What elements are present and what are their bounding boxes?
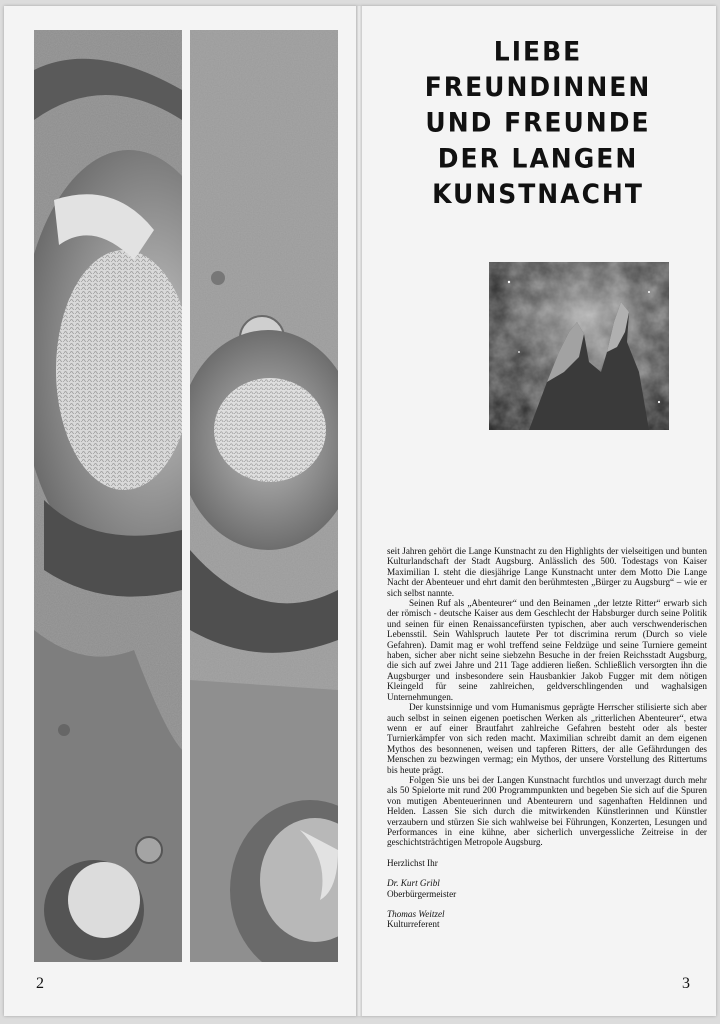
page-number-left: 2 <box>36 975 44 992</box>
paragraph: seit Jahren gehört die Lange Kunstnacht zu den Highlights der vielseitigen und bunten Kulturlandschaft der Stadt Augsburg. Anlässlich des 500. Todestags von Kaiser Maximilian I. steht die diesjährige Lange Kunstnacht unter dem Motto Die Lange Nacht der Abenteuer und ehrt damit den berühmtesten „Bürger zu Augsburg“ – wie er sich selbst nannte. <box>387 546 707 598</box>
greeting: Herzlichst Ihr <box>387 857 438 868</box>
title-line: LIEBE <box>493 35 583 67</box>
mars-crater-photo-left <box>34 30 182 962</box>
nebula-photo <box>489 262 669 430</box>
title-line: FREUNDINNEN <box>424 71 652 103</box>
paragraph: Seinen Ruf als „Abenteurer“ und den Beinamen „der letzte Ritter“ erwarb sich der römisch - deutsche Kaiser aus dem Geschlecht der Habsburger durch seine Politik und seinen für einen Renaissancefürsten typischen, aber auch verschwenderischen Lebensstil. Sein Wahlspruch lautete Per tot discrimina rerum (Durch so viele Gefahren). Damit mag er wohl treffend seine Feldzüge und seine Turniere gemeint haben, sicher aber nicht seine siebzehn Besuche in der freien Reichsstadt Augsburg, die sich auf zwei Jahre und 211 Tage addieren ließen. Schließlich versorgten ihn die Augsburger und insbesondere sein Hausbankier Jakob Fugger mit dem nötigen Kleingeld für seine zahlreichen, geldverschlingenden und waghalsigen Unternehmungen. <box>387 598 707 702</box>
title-line: UND FREUNDE <box>425 106 651 139</box>
page-number-right: 3 <box>682 975 690 992</box>
book-gutter <box>356 6 362 1016</box>
page-title <box>378 33 698 211</box>
signature-name: Dr. Kurt Gribl <box>387 878 440 889</box>
signature-name: Thomas Weitzel <box>387 909 445 919</box>
title-line: KUNSTNACHT <box>432 178 644 210</box>
signature-block-1 <box>387 878 707 899</box>
signature-role: Kulturreferent <box>387 919 440 930</box>
paragraph: Folgen Sie uns bei der Langen Kunstnacht furchtlos und unverzagt durch mehr als 50 Spielorte mit rund 200 Programmpunkten und begeben Sie sich auf die Spuren von mutigen Abenteuerinnen und Abenteurern und sagenhaften Heldinnen und Helden. Lassen Sie sich durch die mitwirkenden Künstlerinnen und Künstler verzaubern und stürzen Sie sich wahlweise bei Führungen, Konzerten, Lesungen und Performances in eine kühne, aber sicherlich unvergessliche Zeitreise in der geschichtsträchtigen Metropole Augsburg. <box>387 774 707 848</box>
body-text <box>387 546 707 930</box>
mars-crater-photo-right <box>190 30 338 962</box>
signature-role: Oberbürgermeister <box>387 888 457 899</box>
title-line: DER LANGEN <box>437 142 639 174</box>
paragraph: Der kunstsinnige und vom Humanismus geprägte Herrscher stilisierte sich aber auch selbst in seinen eigenen poetischen Werken als „ritterlichen Abenteurer“, etwa wenn er auf einer Brautfahrt zahlreiche Gefahren besteht oder als bester Turnierkämpfer von sich reden macht. Maximilian schreibt damit an dem eigenen Mythos des besonnenen, weisen und tapferen Ritters, der alle Gefährdungen des Menschen zu bezwingen vermag; ein Mythos, der unsere Vorstellung des Rittertums bis heute prägt. <box>387 702 707 775</box>
signature-block-2 <box>387 909 707 930</box>
